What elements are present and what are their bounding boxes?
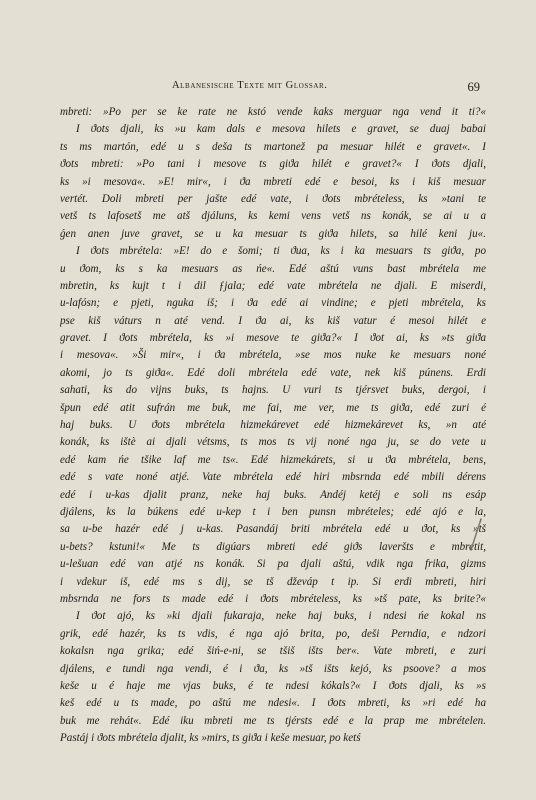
text-line: mbsrnda ne fors ts made edé i ϑots mbrételess, ks »tš pate, ks brite?« xyxy=(60,592,486,605)
text-line: ts ms martón, edé u s deša ts martonež pa mesuar hilét e gravet«. I xyxy=(60,140,486,153)
text-line: buk me rehát«. Edé iku mbreti me ts tjérsts edé e la prap me mbrételen. xyxy=(60,714,486,727)
text-line: pse kiš váturs n até vend. I ϑa ai, ks kiš vatur é mesoi hilét e xyxy=(60,314,486,327)
text-line: mbreti: »Po per se ke rate ne kstó vende kaks merguar nga vend it ti?« xyxy=(60,106,486,118)
text-line: u-lafósn; e pjeti, nguka iš; i ϑa edé ai vindine; e pjeti mbrétela, ks xyxy=(60,297,486,310)
text-line: u ϑom, ks s ka mesuars as ńe«. Edé aštú vuns bast mbrétela me xyxy=(60,262,486,275)
text-line: vertét. Doli mbreti per jašte edé vate, i ϑots mbrételess, ks »tani te xyxy=(60,192,486,205)
text-line: edé kam ńe tšike laf me ts«. Edé hizmekárets, si u ϑa mbrétela, bens, xyxy=(60,453,486,466)
text-line: u-bets? kstuni!« Me ts digúars mbreti edé giϑs laveršts e mbretit, xyxy=(60,540,486,553)
text-line: u-lešuan edé van atjé ns konák. Si pa djali aštú, vdik nga frika, gizms xyxy=(60,558,486,571)
margin-pencil-mark xyxy=(469,518,483,552)
text-line: akomi, jo ts giϑa«. Edé doli mbrétela edé vate, nek kiš púnens. Erdi xyxy=(60,366,486,379)
text-line: vetš ts lafosetš me atš djáluns, ks kemi vens vetš ns konák, se ai u a xyxy=(60,210,486,223)
text-line: sahati, ks do vijns buks, ts hajns. U vuri ts tjérsvet buks, dergoi, i xyxy=(60,384,486,397)
text-line: keš edé u ts made, po aštú me ndesi«. I ϑots mbreti, ks »ri edé ha xyxy=(60,697,486,710)
text-line: keše u é haje me vjas buks, é te ndesi kókals?« I ϑots djali, ks »s xyxy=(60,679,486,692)
text-line: konák, ks ištè ai djali vétsms, ts mos ts vij noné nga ju, se do vete u xyxy=(60,436,486,449)
text-line: mbretin, ks kujt t i dil ƒjala; edé vate mbrétela ne djali. E miserdi, xyxy=(60,279,486,292)
text-line: ϑots mbreti: »Po tani i mesove ts giϑa hilét e gravet?« I ϑots djali, xyxy=(60,158,486,171)
text-line: grik, edé hazér, ks ts vdis, é nga ajó brita, po, deši Perndia, e ndzori xyxy=(60,627,486,640)
text-line: edé s vate noné atjé. Vate mbrétela edé hiri mbsrnda edé mbili dérens xyxy=(60,471,486,484)
text-line: djálens, e tundi nga vendi, é i ϑa, ks »tš išts kejó, ks psoove? a mos xyxy=(60,662,486,675)
text-line: I ϑots mbrétela: »E! do e šomi; ti ϑua, ks i ka mesuars ts giϑa, po xyxy=(76,245,486,258)
body-text xyxy=(60,104,486,747)
text-line: sa u-be hazér edé j u-kas. Pasandáj briti mbrétela edé u ϑot, ks »tš xyxy=(60,523,486,536)
text-line: kokalsn nga grika; edé šiń-e-ni, se tšiš išts ber«. Vate mbreti, e zuri xyxy=(60,645,486,658)
text-line: i vdekur iš, edé ms s dij, se tš dževáp t ip. Si erdi mbreti, hiri xyxy=(60,575,486,588)
page-number: 69 xyxy=(467,80,480,94)
text-line: haj buks. U ϑots mbrétela hizmekárevet edé hizmekárevet ks, »n até xyxy=(60,419,486,432)
text-line: ks »i mesova«. »E! mir«, i ϑa mbreti edé e besoi, ks i kiš mesuar xyxy=(60,175,486,188)
running-title: Albanesische Texte mit Glossar. xyxy=(172,80,328,91)
text-line: gravet. I ϑots mbrétela, ks »i mesove te giϑa?« I ϑot ai, ks »ts giϑa xyxy=(60,332,486,345)
text-line: I ϑots djali, ks »u kam dals e mesova hilets e gravet, se duaj babai xyxy=(76,123,486,136)
text-line: i mesova«. »Ši mir«, i ϑa mbrétela, »se mos nuke ke mesuars noné xyxy=(60,349,486,362)
text-line: ǵen anen juve gravet, se u ka mesuar ts giϑa hilets, sa hilé keni ju«. xyxy=(60,227,486,240)
text-line: špun edé atit sufrán me buk, me fai, me ver, me ts giϑa, edé zuri é xyxy=(60,401,486,414)
text-line: I ϑot ajó, ks »ki djali fukaraja, neke haj buks, i ndesi ńe kokal ns xyxy=(76,610,486,623)
text-line: edé i u-kas djalit pranz, neke haj buks. Andéj ketéj e soli ns esáp xyxy=(60,488,486,501)
text-line: Pastáj i ϑots mbrétela djalit, ks »mirs, ts giϑa i keše mesuar, po ketś xyxy=(60,732,361,745)
text-line: djálens, ks la búkens edé u-kep t i ben punsn mbrételes; edé ajó e la, xyxy=(60,505,486,518)
page-header xyxy=(60,80,480,96)
